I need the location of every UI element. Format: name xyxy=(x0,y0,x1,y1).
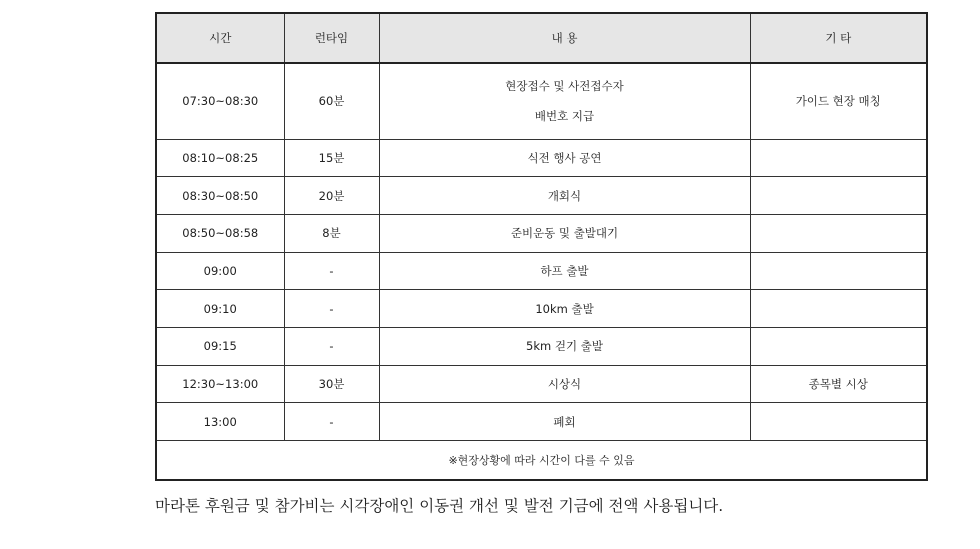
table-row xyxy=(156,214,927,252)
content-cell: 개회식 xyxy=(379,177,750,215)
table-row xyxy=(156,327,927,365)
runtime-cell: - xyxy=(284,252,379,290)
content-cell: 식전 행사 공연 xyxy=(379,139,750,177)
etc-cell xyxy=(750,327,927,365)
table-row xyxy=(156,63,927,139)
table-row xyxy=(156,365,927,403)
table-row xyxy=(156,139,927,177)
runtime-cell: 15분 xyxy=(284,139,379,177)
etc-cell xyxy=(750,177,927,215)
time-cell: 13:00 xyxy=(156,403,284,441)
table-row xyxy=(156,252,927,290)
etc-cell xyxy=(750,214,927,252)
content-cell: 5km 걷기 출발 xyxy=(379,327,750,365)
table-row xyxy=(156,290,927,328)
time-cell: 08:50~08:58 xyxy=(156,214,284,252)
etc-cell xyxy=(750,403,927,441)
time-cell: 08:30~08:50 xyxy=(156,177,284,215)
table-row xyxy=(156,177,927,215)
header-runtime: 런타임 xyxy=(284,13,379,63)
content-line: 현장접수 및 사전접수자 xyxy=(505,79,624,94)
time-cell: 09:10 xyxy=(156,290,284,328)
runtime-cell: 60분 xyxy=(284,63,379,139)
time-cell: 12:30~13:00 xyxy=(156,365,284,403)
time-cell: 09:15 xyxy=(156,327,284,365)
runtime-cell: 20분 xyxy=(284,177,379,215)
etc-cell: 가이드 현장 매칭 xyxy=(750,63,927,139)
content-cell: 준비운동 및 출발대기 xyxy=(379,214,750,252)
runtime-cell: - xyxy=(284,290,379,328)
footer-text: 마라톤 후원금 및 참가비는 시각장애인 이동권 개선 및 발전 기금에 전액 사용됩니다. xyxy=(155,497,724,515)
header-row xyxy=(156,13,927,63)
runtime-cell: - xyxy=(284,327,379,365)
content-cell: 시상식 xyxy=(379,365,750,403)
etc-cell xyxy=(750,139,927,177)
runtime-cell: 8분 xyxy=(284,214,379,252)
note-row xyxy=(156,441,927,480)
content-cell: 폐회 xyxy=(379,403,750,441)
etc-cell: 종목별 시상 xyxy=(750,365,927,403)
etc-cell xyxy=(750,252,927,290)
schedule-note: ※현장상황에 따라 시간이 다를 수 있음 xyxy=(156,441,927,480)
content-cell: 10km 출발 xyxy=(379,290,750,328)
time-cell: 08:10~08:25 xyxy=(156,139,284,177)
header-content: 내 용 xyxy=(379,13,750,63)
header-time: 시간 xyxy=(156,13,284,63)
etc-cell xyxy=(750,290,927,328)
content-cell xyxy=(379,63,750,139)
time-cell: 09:00 xyxy=(156,252,284,290)
time-cell: 07:30~08:30 xyxy=(156,63,284,139)
header-etc: 기 타 xyxy=(750,13,927,63)
content-line: 배번호 지급 xyxy=(534,109,595,124)
schedule-table xyxy=(155,12,928,481)
runtime-cell: 30분 xyxy=(284,365,379,403)
table-row xyxy=(156,403,927,441)
content-cell: 하프 출발 xyxy=(379,252,750,290)
runtime-cell: - xyxy=(284,403,379,441)
